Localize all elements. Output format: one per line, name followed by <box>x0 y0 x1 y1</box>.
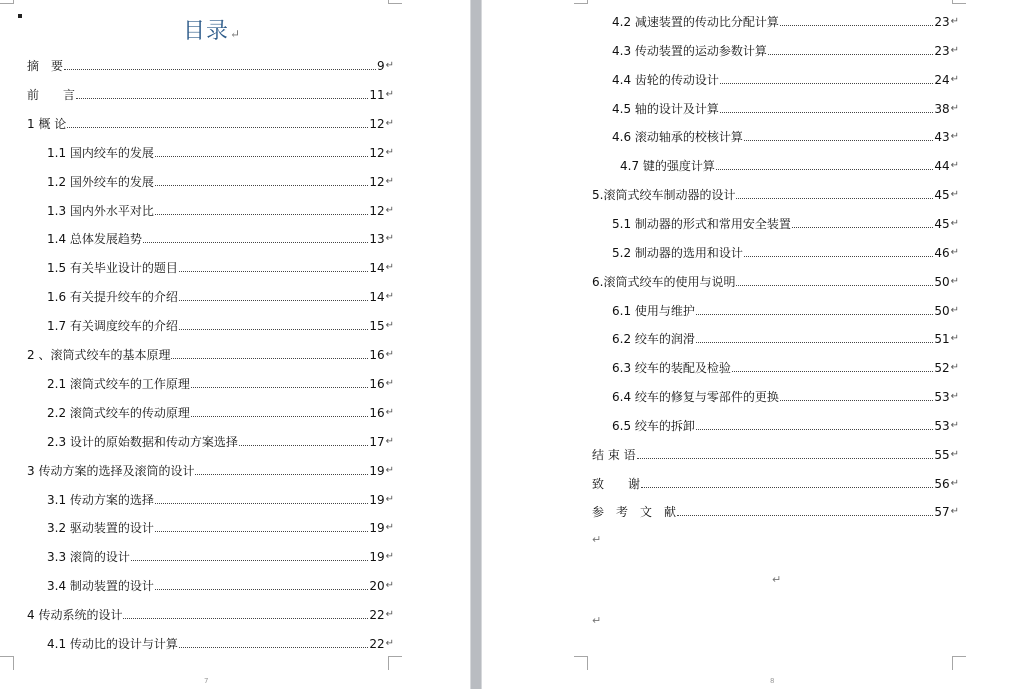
toc-entry-page: 19 <box>369 521 385 535</box>
toc-entry-page: 17 <box>369 435 385 449</box>
paragraph-mark: ↵ <box>385 609 394 620</box>
toc-leader-dots <box>696 342 933 343</box>
paragraph-mark: ↵ <box>385 320 394 331</box>
toc-entry-page: 14 <box>369 290 385 304</box>
toc-entry-title: 致 谢 <box>592 477 641 491</box>
toc-entry <box>47 548 394 564</box>
toc-leader-dots <box>155 503 368 504</box>
toc-leader-dots <box>744 140 933 141</box>
toc-entry <box>612 128 959 144</box>
toc-entry-title: 3.2 驱动装置的设计 <box>47 521 154 535</box>
toc-leader-dots <box>123 618 368 619</box>
toc-entry-page: 20 <box>369 579 385 593</box>
paragraph-mark: ↵ <box>385 89 394 100</box>
toc-entry-page: 16 <box>369 348 385 362</box>
toc-entry-title: 4 传动系统的设计 <box>27 608 123 622</box>
paragraph-mark: ↵ <box>950 305 959 316</box>
paragraph-mark: ↵ <box>950 478 959 489</box>
toc-entry-page: 19 <box>369 550 385 564</box>
toc-entry <box>592 503 959 519</box>
paragraph-mark: ↵ <box>385 262 394 273</box>
toc-entry-title: 4.1 传动比的设计与计算 <box>47 637 178 651</box>
toc-entry <box>47 433 394 449</box>
crop-mark <box>388 0 402 4</box>
paragraph-mark: ↵ <box>385 349 394 360</box>
crop-mark <box>574 656 588 670</box>
paragraph-mark: ↵ <box>950 276 959 287</box>
document-page-right <box>482 0 1017 689</box>
toc-entry-title: 2.3 设计的原始数据和传动方案选择 <box>47 435 238 449</box>
toc-entry-title: 1.2 国外绞车的发展 <box>47 175 154 189</box>
toc-entry <box>592 186 959 202</box>
paragraph-mark: ↵ <box>950 131 959 142</box>
toc-leader-dots <box>191 387 368 388</box>
toc-entry <box>612 388 959 404</box>
toc-entry <box>612 100 959 116</box>
toc-entry <box>47 577 394 593</box>
toc-leader-dots <box>641 487 933 488</box>
toc-entry-title: 4.4 齿轮的传动设计 <box>612 73 719 87</box>
toc-entry-title: 1.5 有关毕业设计的题目 <box>47 261 178 275</box>
toc-entry <box>27 606 394 622</box>
toc-entry-page: 12 <box>369 146 385 160</box>
toc-entry <box>47 259 394 275</box>
crop-mark <box>0 0 14 4</box>
paragraph-mark: ↵ <box>772 573 782 586</box>
toc-entry-title: 6.3 绞车的装配及检验 <box>612 361 731 375</box>
toc-entry-page: 57 <box>934 505 950 519</box>
toc-leader-dots <box>195 474 368 475</box>
toc-entry <box>47 230 394 246</box>
paragraph-mark: ↵ <box>592 614 602 627</box>
toc-entry-page: 45 <box>934 188 950 202</box>
toc-leader-dots <box>171 358 368 359</box>
toc-entry <box>620 157 959 173</box>
toc-entry <box>47 202 394 218</box>
toc-entry-title: 2.1 滚筒式绞车的工作原理 <box>47 377 190 391</box>
paragraph-mark: ↵ <box>385 407 394 418</box>
paragraph-mark: ↵ <box>950 420 959 431</box>
toc-entry-title: 4.6 滚动轴承的校核计算 <box>612 130 743 144</box>
toc-entry <box>612 330 959 346</box>
toc-leader-dots <box>792 227 933 228</box>
toc-entry <box>612 359 959 375</box>
toc-leader-dots <box>143 242 368 243</box>
toc-entry <box>47 635 394 651</box>
toc-leader-dots <box>716 169 933 170</box>
toc-leader-dots <box>736 285 933 286</box>
toc-leader-dots <box>179 647 368 648</box>
toc-entry-page: 19 <box>369 464 385 478</box>
toc-entry <box>27 86 394 102</box>
paragraph-mark: ↵ <box>385 436 394 447</box>
crop-mark <box>574 0 588 4</box>
toc-entry <box>47 375 394 391</box>
paragraph-mark: ↵ <box>385 176 394 187</box>
toc-entry-page: 19 <box>369 493 385 507</box>
paragraph-mark: ↵ <box>950 391 959 402</box>
toc-entry-page: 51 <box>934 332 950 346</box>
toc-entry-title: 6.4 绞车的修复与零部件的更换 <box>612 390 779 404</box>
toc-entry-page: 22 <box>369 608 385 622</box>
paragraph-mark: ↵ <box>950 333 959 344</box>
toc-entry <box>47 519 394 535</box>
toc-leader-dots <box>744 256 933 257</box>
toc-entry-title: 5.1 制动器的形式和常用安全装置 <box>612 217 791 231</box>
paragraph-mark: ↵ <box>950 189 959 200</box>
toc-entry <box>47 144 394 160</box>
toc-entry-title: 1.4 总体发展趋势 <box>47 232 142 246</box>
toc-entry-page: 15 <box>369 319 385 333</box>
toc-entry-title: 4.2 减速装置的传动比分配计算 <box>612 15 779 29</box>
toc-leader-dots <box>64 69 376 70</box>
toc-entry-title: 3.1 传动方案的选择 <box>47 493 154 507</box>
toc-leader-dots <box>179 329 368 330</box>
paragraph-mark: ↵ <box>950 103 959 114</box>
toc-entry <box>592 475 959 491</box>
paragraph-mark: ↵ <box>950 449 959 460</box>
toc-entry-page: 16 <box>369 406 385 420</box>
paragraph-mark: ↵ <box>950 74 959 85</box>
paragraph-mark: ↵ <box>385 522 394 533</box>
toc-entry-title: 5.滚筒式绞车制动器的设计 <box>592 188 736 202</box>
toc-entry-title: 6.5 绞车的拆卸 <box>612 419 695 433</box>
toc-entry-page: 23 <box>934 15 950 29</box>
toc-entry-title: 参 考 文 献 <box>592 505 677 519</box>
toc-leader-dots <box>637 458 934 459</box>
toc-leader-dots <box>677 515 933 516</box>
page-number: 7 <box>204 677 209 685</box>
toc-entry-page: 9 <box>376 59 385 73</box>
crop-mark <box>388 656 402 670</box>
toc-entry <box>47 288 394 304</box>
toc-entry <box>27 346 394 362</box>
toc-entry-title: 6.1 使用与维护 <box>612 304 695 318</box>
crop-mark <box>952 656 966 670</box>
toc-entry <box>612 244 959 260</box>
toc-entry-title: 1.7 有关调度绞车的介绍 <box>47 319 178 333</box>
toc-leader-dots <box>155 589 368 590</box>
toc-entry-title: 摘 要 <box>27 59 64 73</box>
toc-entry <box>612 42 959 58</box>
toc-entry-title: 4.3 传动装置的运动参数计算 <box>612 44 767 58</box>
toc-entry <box>47 317 394 333</box>
paragraph-mark: ↵ <box>592 533 602 546</box>
paragraph-mark: ↵ <box>950 160 959 171</box>
toc-leader-dots <box>67 127 368 128</box>
paragraph-mark: ↵ <box>950 506 959 517</box>
toc-leader-dots <box>768 54 933 55</box>
toc-leader-dots <box>736 198 933 199</box>
crop-mark <box>952 0 966 4</box>
toc-entry-title: 1 概 论 <box>27 117 67 131</box>
toc-leader-dots <box>131 560 368 561</box>
toc-entry-title: 6.2 绞车的润滑 <box>612 332 695 346</box>
toc-leader-dots <box>155 531 368 532</box>
toc-entry-title: 3 传动方案的选择及滚筒的设计 <box>27 464 195 478</box>
toc-entry-title: 1.3 国内外水平对比 <box>47 204 154 218</box>
toc-entry-page: 16 <box>369 377 385 391</box>
toc-leader-dots <box>179 271 368 272</box>
paragraph-mark: ↵ <box>385 494 394 505</box>
paragraph-mark: ↵ <box>230 27 242 41</box>
toc-entry-page: 43 <box>934 130 950 144</box>
crop-mark <box>0 656 14 670</box>
toc-entry-title: 3.4 制动装置的设计 <box>47 579 154 593</box>
toc-entry-title: 6.滚筒式绞车的使用与说明 <box>592 275 736 289</box>
paragraph-mark: ↵ <box>950 16 959 27</box>
toc-entry-page: 12 <box>369 175 385 189</box>
toc-entry-page: 50 <box>934 275 950 289</box>
paragraph-mark: ↵ <box>385 118 394 129</box>
toc-entry-page: 23 <box>934 44 950 58</box>
toc-title <box>183 14 241 45</box>
toc-entry-title: 5.2 制动器的选用和设计 <box>612 246 743 260</box>
toc-leader-dots <box>780 400 933 401</box>
toc-entry <box>27 462 394 478</box>
toc-entry-page: 44 <box>934 159 950 173</box>
toc-leader-dots <box>76 98 368 99</box>
paragraph-mark: ↵ <box>385 638 394 649</box>
toc-leader-dots <box>720 83 933 84</box>
toc-entry <box>47 404 394 420</box>
toc-entry-title: 2.2 滚筒式绞车的传动原理 <box>47 406 190 420</box>
toc-leader-dots <box>696 314 933 315</box>
paragraph-mark: ↵ <box>385 291 394 302</box>
paragraph-mark: ↵ <box>950 45 959 56</box>
paragraph-mark: ↵ <box>385 378 394 389</box>
toc-title-text: 目录 <box>183 19 230 44</box>
toc-leader-dots <box>155 214 368 215</box>
toc-leader-dots <box>696 429 933 430</box>
paragraph-mark: ↵ <box>385 147 394 158</box>
toc-entry <box>27 57 394 73</box>
toc-entry <box>27 115 394 131</box>
toc-entry-page: 22 <box>369 637 385 651</box>
paragraph-mark: ↵ <box>950 218 959 229</box>
toc-leader-dots <box>720 112 933 113</box>
toc-entry <box>612 215 959 231</box>
toc-leader-dots <box>179 300 368 301</box>
paragraph-mark: ↵ <box>385 233 394 244</box>
toc-entry-page: 38 <box>934 102 950 116</box>
toc-entry-page: 46 <box>934 246 950 260</box>
toc-entry <box>612 13 959 29</box>
toc-entry <box>612 71 959 87</box>
toc-entry-page: 56 <box>934 477 950 491</box>
toc-entry-page: 45 <box>934 217 950 231</box>
toc-leader-dots <box>239 445 368 446</box>
document-page-left <box>0 0 470 689</box>
toc-entry-title: 3.3 滚筒的设计 <box>47 550 130 564</box>
toc-entry-title: 4.5 轴的设计及计算 <box>612 102 719 116</box>
toc-entry <box>612 302 959 318</box>
toc-entry-page: 50 <box>934 304 950 318</box>
toc-entry <box>592 446 959 462</box>
toc-entry-page: 52 <box>934 361 950 375</box>
toc-entry <box>47 491 394 507</box>
toc-entry-page: 14 <box>369 261 385 275</box>
anchor-mark <box>18 14 22 18</box>
toc-entry <box>612 417 959 433</box>
toc-entry-page: 24 <box>934 73 950 87</box>
paragraph-mark: ↵ <box>385 465 394 476</box>
paragraph-mark: ↵ <box>385 580 394 591</box>
paragraph-mark: ↵ <box>385 551 394 562</box>
toc-entry-title: 2 、滚筒式绞车的基本原理 <box>27 348 171 362</box>
toc-entry-title: 1.6 有关提升绞车的介绍 <box>47 290 178 304</box>
toc-entry-page: 53 <box>934 390 950 404</box>
toc-leader-dots <box>780 25 933 26</box>
toc-entry-page: 11 <box>369 88 385 102</box>
toc-entry-page: 53 <box>934 419 950 433</box>
toc-entry <box>47 173 394 189</box>
toc-leader-dots <box>191 416 368 417</box>
toc-entry-page: 12 <box>369 204 385 218</box>
toc-entry-page: 12 <box>369 117 385 131</box>
toc-entry-title: 结 束 语 <box>592 448 636 462</box>
toc-entry-page: 55 <box>934 448 950 462</box>
toc-leader-dots <box>155 156 368 157</box>
page-edge <box>470 0 471 689</box>
toc-entry-title: 4.7 键的强度计算 <box>620 159 715 173</box>
paragraph-mark: ↵ <box>385 205 394 216</box>
page-number: 8 <box>770 677 775 685</box>
toc-entry-page: 13 <box>369 232 385 246</box>
paragraph-mark: ↵ <box>950 247 959 258</box>
toc-leader-dots <box>732 371 933 372</box>
paragraph-mark: ↵ <box>385 60 394 71</box>
toc-entry-title: 前 言 <box>27 88 76 102</box>
paragraph-mark: ↵ <box>950 362 959 373</box>
toc-entry <box>592 273 959 289</box>
toc-leader-dots <box>155 185 368 186</box>
toc-entry-title: 1.1 国内绞车的发展 <box>47 146 154 160</box>
